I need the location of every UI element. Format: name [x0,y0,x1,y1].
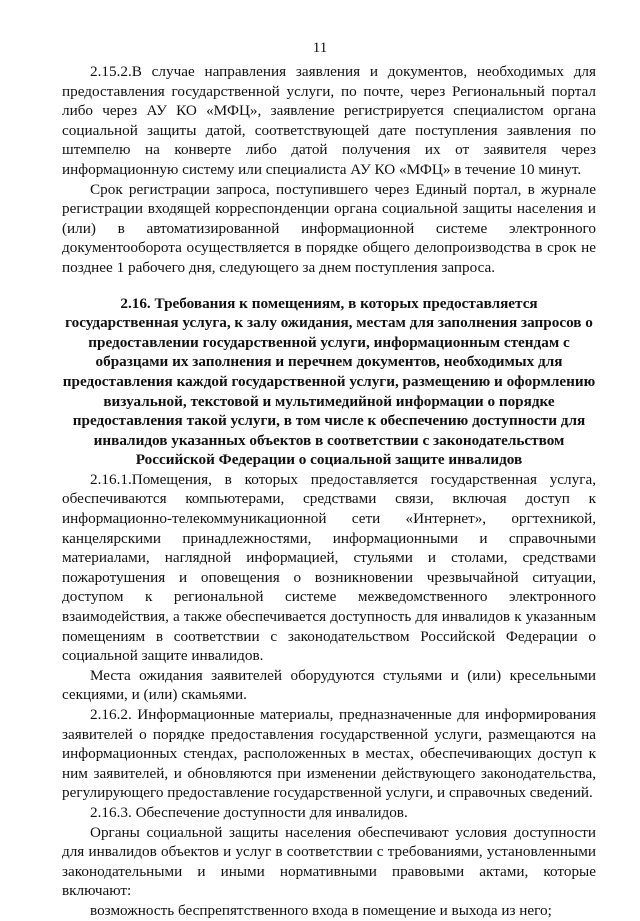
spacer [62,278,596,294]
paragraph-unobstructed-entry: возможность беспрепятственного входа в помещение и выхода из него; [90,901,552,919]
paragraph-2-16-2: 2.16.2. Информационные материалы, предназначенные для информирования заявителей о порядке предоставления государственной услуги, размещаются на информационных стендах, расположенных в местах, обеспечивающих доступ к ним заявителей, и обновляются при изменении действующего законодательства, регулирующего предоставление государственной услуги, и справочных сведений. [62,706,596,802]
paragraph-2-16-1: 2.16.1.Помещения, в которых предоставляется государственная услуга, обеспечиваются компьютерами, средствами связи, включая доступ к информационно-телекоммуникационной сети «Интернет», оргтехникой, канцелярскими принадлежностями, информационными и справочными материалами, наглядной информацией, стульями и столами, средствами пожаротушения и оповещения о возникновении чрезвычайной ситуации, доступом к региональной системе межведомственного электронного взаимодействия, а также обеспечивается доступность для инвалидов к указанным помещениям в соответствии с законодательством Российской Федерации о социальной защите инвалидов. [62,470,596,665]
section-heading-2-16: 2.16. Требования к помещениям, в которых предоставляется государственная услуга, к залу ожидания, местам для заполнения запросов о предоставлении государственной услуги, информационным стендам с образцами их заполнения и перечнем документов, необходимых для предоставления каждой государственной услуги, размещению и оформлению визуальной, текстовой и мультимедийной информации о порядке предоставления такой услуги, в том числе к обеспечению доступности для инвалидов указанных объектов в соответствии с законодательством Российской Федерации о социальной защите инвалидов [62,294,596,469]
paragraph-2-16-3: 2.16.3. Обеспечение доступности для инвалидов. [90,803,408,821]
paragraph-2-15-2: 2.15.2.В случае направления заявления и документов, необходимых для предоставления государственной услуги, по почте, через Региональный портал либо через АУ КО «МФЦ», заявление регистрируется специалистом органа социальной защиты датой, соответствующей дате поступления заявления по штемпелю на конверте либо датой получения их от заявителя через информационную систему или специалиста АУ КО «МФЦ» в течение 10 минут. [62,63,596,178]
paragraph-waiting-places: Места ожидания заявителей оборудуются стульями и (или) кресельными секциями, и (или) скамьями. [62,666,596,704]
paragraph-registration-term: Срок регистрации запроса, поступившего через Единый портал, в журнале регистрации входящей корреспонденции органа социальной защиты населения и (или) в автоматизированной информационной системе электронного документооборота осуществляется в порядке общего делопроизводства в срок не позднее 1 рабочего дня, следующего за днем поступления запроса. [62,180,596,276]
paragraph-accessibility-conditions: Органы социальной защиты населения обеспечивают условия доступности для инвалидов объектов и услуг в соответствии с требованиями, установленными законодательными и иными нормативными правовыми актами, которые включают: [62,823,596,900]
page-number: 11 [312,40,328,56]
document-body [62,62,596,921]
